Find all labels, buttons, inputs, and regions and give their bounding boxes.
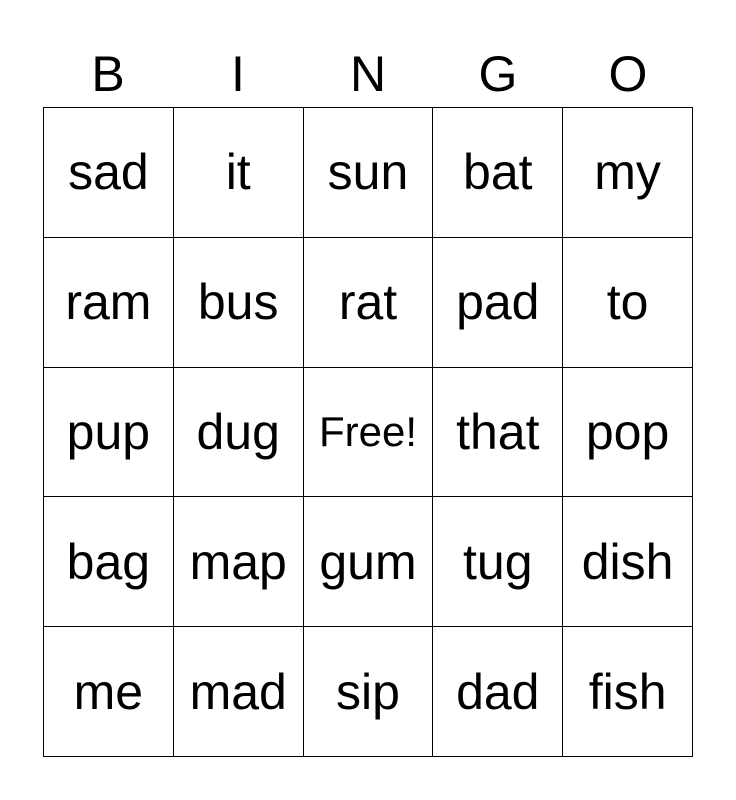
bingo-cell-r4-c3[interactable]: gum	[304, 497, 434, 627]
bingo-cell-r1-c1[interactable]: sad	[44, 108, 174, 238]
bingo-cell-r5-c1[interactable]: me	[44, 627, 174, 757]
bingo-cell-r5-c2[interactable]: mad	[174, 627, 304, 757]
header-letter-i: I	[231, 46, 245, 102]
bingo-cell-r4-c5[interactable]: dish	[563, 497, 693, 627]
bingo-cell-r2-c2[interactable]: bus	[174, 238, 304, 368]
bingo-cell-r5-c4[interactable]: dad	[433, 627, 563, 757]
bingo-cell-r3-c5[interactable]: pop	[563, 368, 693, 498]
header-letter-b: B	[91, 46, 125, 102]
bingo-cell-r2-c5[interactable]: to	[563, 238, 693, 368]
bingo-cell-r4-c1[interactable]: bag	[44, 497, 174, 627]
bingo-cell-r4-c4[interactable]: tug	[433, 497, 563, 627]
bingo-cell-r4-c2[interactable]: map	[174, 497, 304, 627]
bingo-board	[43, 107, 693, 757]
bingo-cell-r1-c5[interactable]: my	[563, 108, 693, 238]
bingo-cell-r2-c1[interactable]: ram	[44, 238, 174, 368]
bingo-free-space[interactable]: Free!	[304, 368, 434, 498]
bingo-cell-r2-c3[interactable]: rat	[304, 238, 434, 368]
bingo-header	[43, 40, 693, 108]
header-letter-o: O	[608, 46, 648, 102]
bingo-cell-r5-c5[interactable]: fish	[563, 627, 693, 757]
bingo-cell-r1-c4[interactable]: bat	[433, 108, 563, 238]
bingo-cell-r5-c3[interactable]: sip	[304, 627, 434, 757]
bingo-cell-r3-c4[interactable]: that	[433, 368, 563, 498]
bingo-cell-r3-c2[interactable]: dug	[174, 368, 304, 498]
header-letter-g: G	[478, 46, 518, 102]
bingo-cell-r1-c3[interactable]: sun	[304, 108, 434, 238]
bingo-cell-r2-c4[interactable]: pad	[433, 238, 563, 368]
bingo-cell-r3-c1[interactable]: pup	[44, 368, 174, 498]
bingo-cell-r1-c2[interactable]: it	[174, 108, 304, 238]
header-letter-n: N	[349, 46, 387, 102]
